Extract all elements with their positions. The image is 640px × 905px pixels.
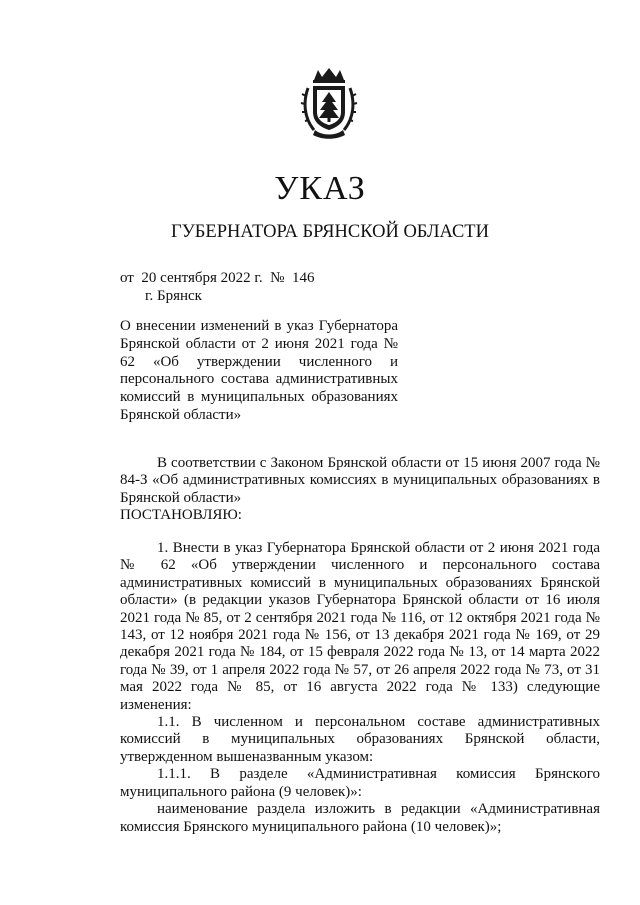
city-text: г. Брянск [145, 288, 202, 304]
resolve-heading: ПОСТАНОВЛЯЮ: [120, 507, 242, 524]
coat-of-arms-icon [300, 68, 358, 140]
paragraph-1: 1. Внести в указ Губернатора Брянской области от 2 июня 2021 года № 62 «Об утверждении численного и персонального состава административных комиссий в муниципальных образованиях Брянской области» (в редакции указов Губернатора Брянской области от 16 июля 2021 года № 85, от 2 сентября 2021 года № 116, от 12 октября 2021 года № 143, от 12 ноября 2021 года № 156, от 13 декабря 2021 года № 169, от 29 декабря 2021 года № 184, от 15 февраля 2022 года № 13, от 14 марта 2022 года № 39, от 1 апреля 2022 года № 57, от 26 апреля 2022 года № 73, от 31 мая 2022 года № 85, от 16 августа 2022 года № 133) следующие изменения: [120, 540, 600, 713]
decree-subject: О внесении изменений в указ Губернатора Брянской области от 2 июня 2021 года № 62 «Об утверждении численного и персонального состава административных комиссий в муниципальных образованиях Брянской области» [120, 318, 398, 423]
paragraph-1-1: 1.1. В численном и персональном составе административных комиссий в муниципальных образованиях Брянской области, утвержденном вышеназванным указом: [120, 714, 600, 765]
decree-preamble [120, 455, 600, 525]
date-number-text: от 20 сентября 2022 г. № 146 [120, 270, 315, 286]
decree-body [120, 540, 600, 836]
document-title: УКАЗ [274, 170, 366, 207]
document-subtitle: ГУБЕРНАТОРА БРЯНСКОЙ ОБЛАСТИ [171, 222, 489, 242]
preamble-text: В соответствии с Законом Брянской области от 15 июня 2007 года № 84-З «Об административных комиссиях в муниципальных образованиях в Брянской области» [120, 455, 600, 506]
decree-city [145, 287, 202, 305]
paragraph-section-name: наименование раздела изложить в редакции «Административная комиссия Брянского муниципального района (10 человек)»; [120, 801, 600, 835]
decree-date-number [120, 269, 314, 287]
paragraph-1-1-1: 1.1.1. В разделе «Административная комиссия Брянского муниципального района (9 человек)»: [120, 766, 600, 800]
